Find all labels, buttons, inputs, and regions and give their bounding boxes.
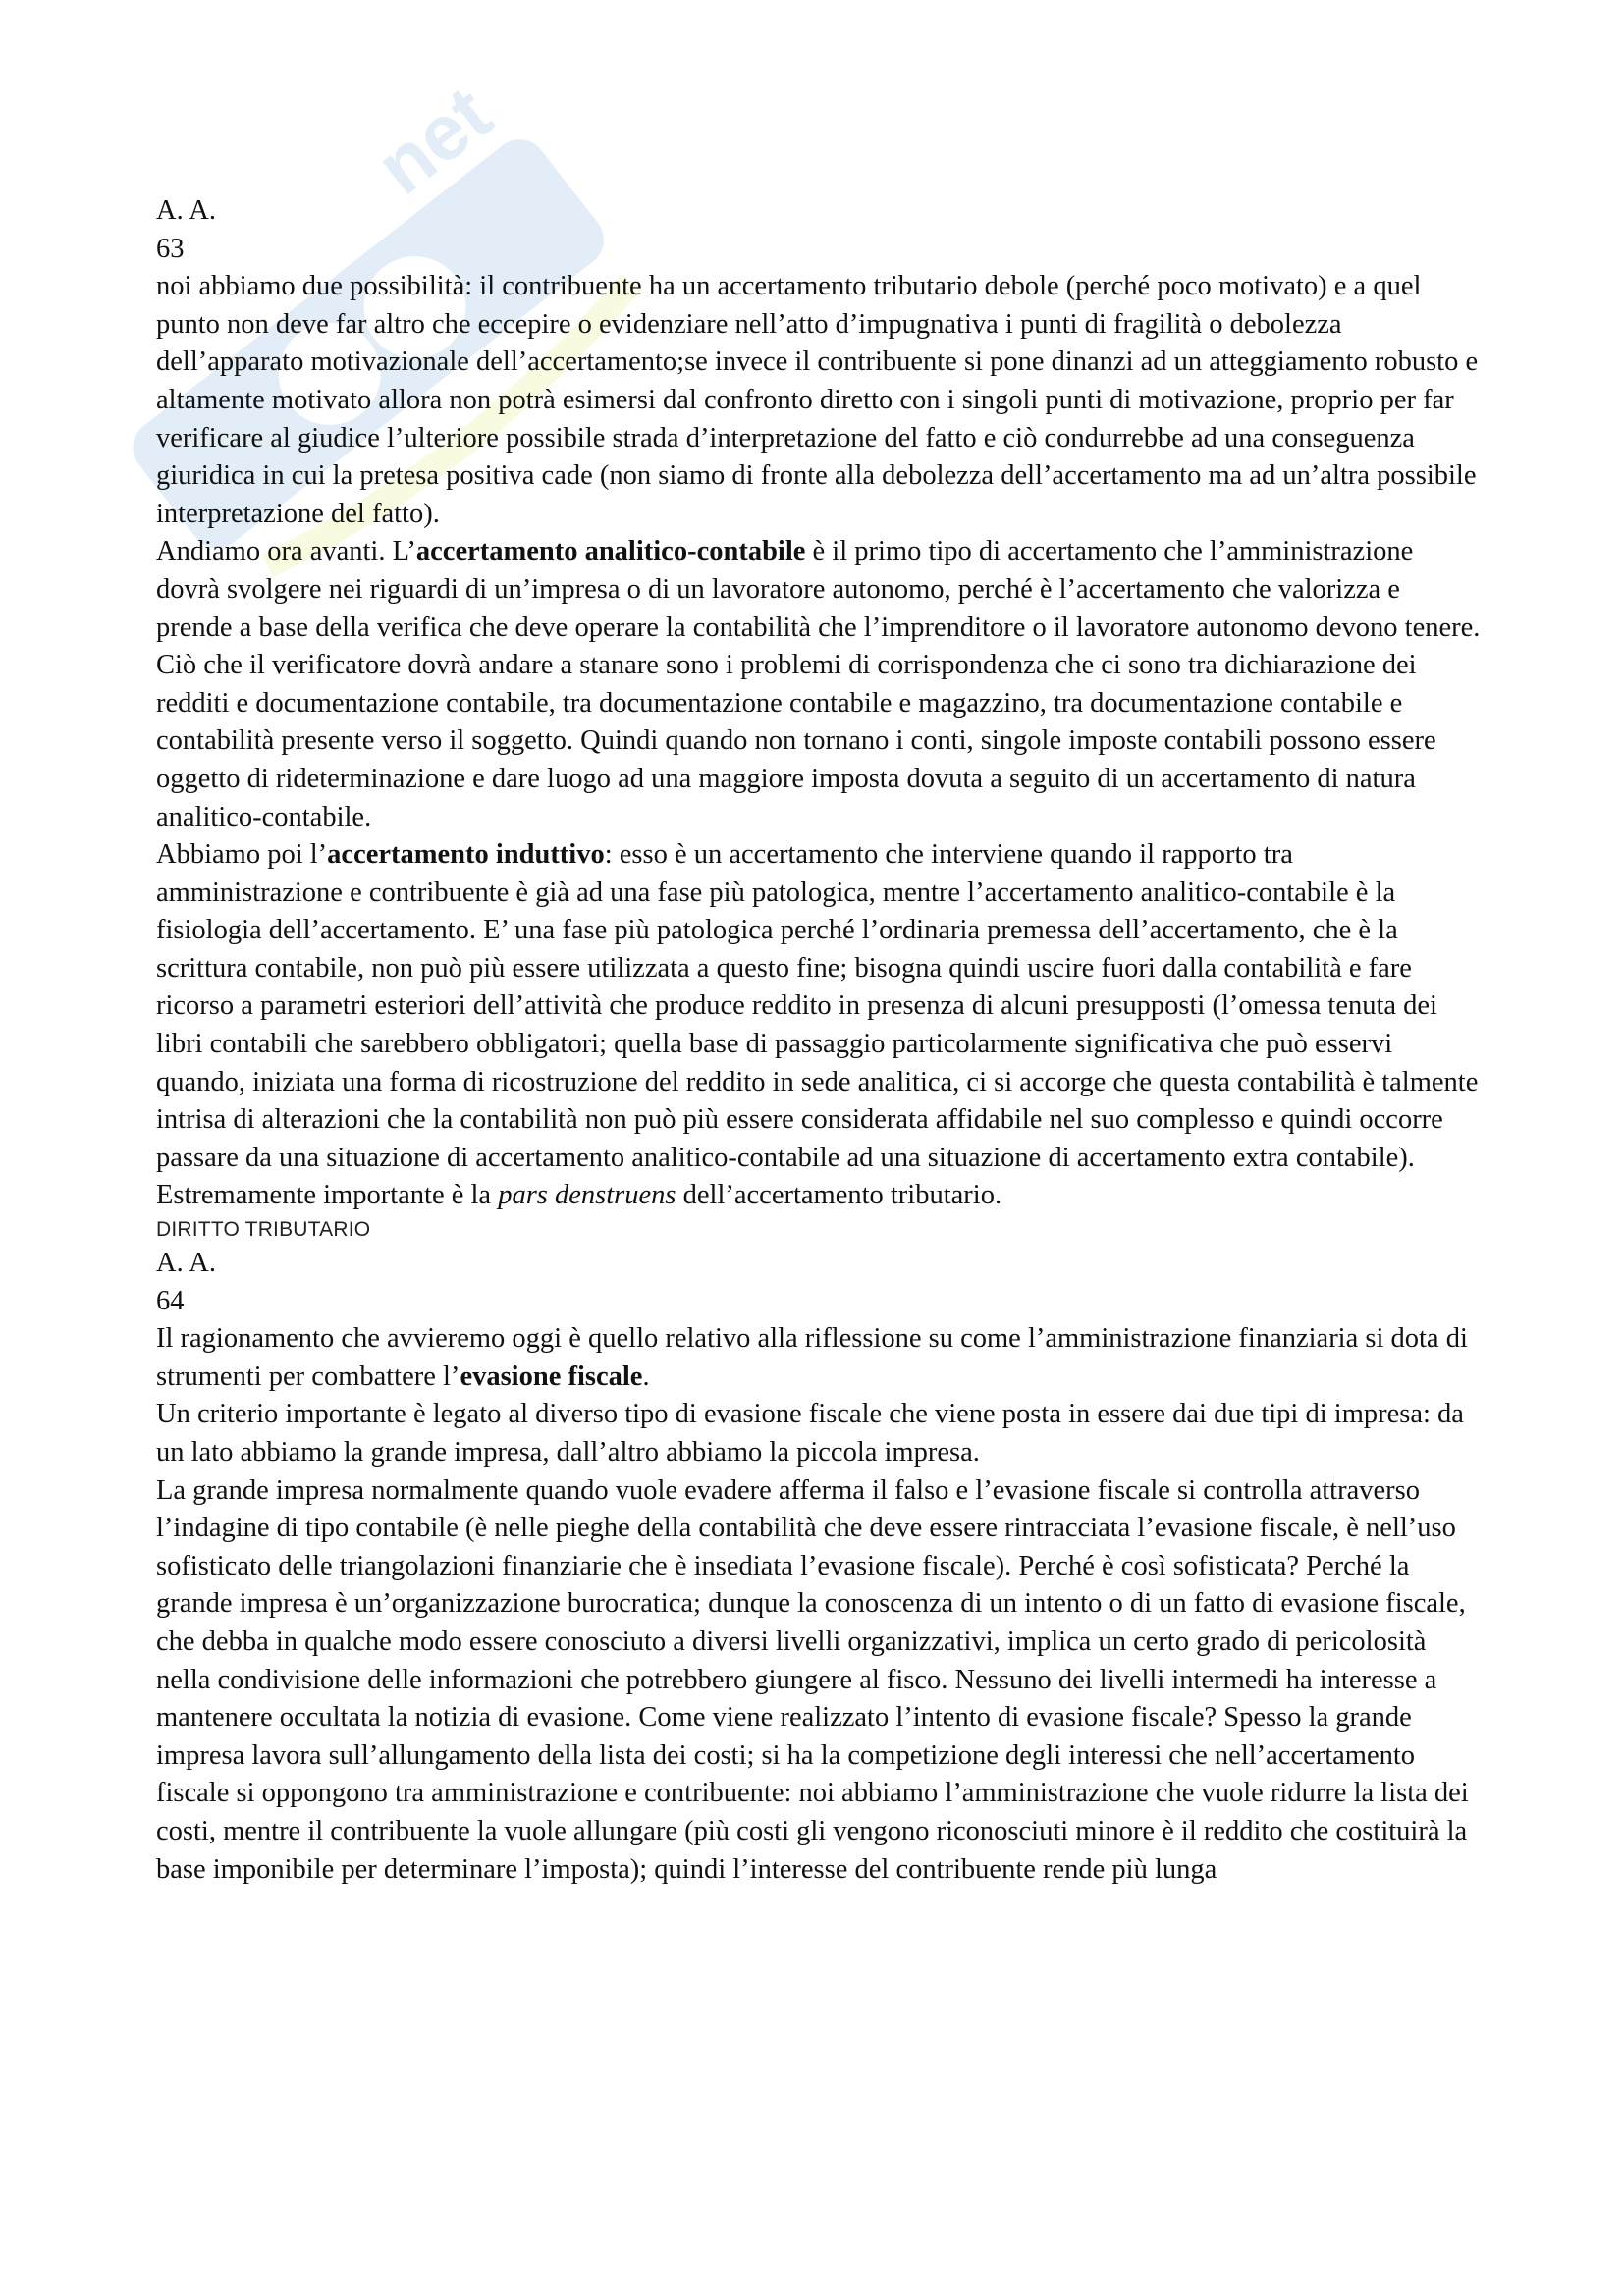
author-initials: A. A.: [156, 195, 216, 226]
paragraph-induttivo: [156, 836, 1482, 1177]
paragraph: noi abbiamo due possibilità: il contribuente ha un accertamento tributario debole (perché poco motivato) e a quel punto non deve far altro che eccepire o evidenziare nell’atto d’impugnativa i punti di fragilità o debolezza dell’apparato motivazionale dell’accertamento;se invece il contribuente si pone dinanzi ad un atteggiamento robusto e altamente motivato allora non potrà esimersi dal confronto diretto con i singoli punti di motivazione, proprio per far verificare al giudice l’ulteriore possibile strada d’interpretazione del fatto e ciò condurrebbe ad una conseguenza giuridica in cui la pretesa positiva cade (non siamo di fronte alla debolezza dell’accertamento ma ad un’altra possibile interpretazione del fatto).: [156, 271, 1479, 529]
paragraph: Un criterio importante è legato al diverso tipo di evasione fiscale che viene posta in essere dai due tipi di impresa: da un lato abbiamo la grande impresa, dall’altro abbiamo la piccola impresa.: [156, 1399, 1464, 1468]
bold-term: accertamento analitico-contabile: [415, 536, 806, 567]
text-run: Andiamo ora avanti. L’: [156, 536, 416, 567]
italic-term: pars denstruens: [498, 1180, 676, 1211]
text-run: è il primo tipo di accertamento che l’amministrazione dovrà svolgere nei riguardi di un’impresa o di un lavoratore autonomo, perché è l’accertamento che valorizza e prende a base della verifica che deve operare la contabilità che l’imprenditore o il lavoratore autonomo devono tenere. Ciò che il verificatore dovrà andare a stanare sono i problemi di corrispondenza che ci sono tra dichiarazione dei redditi e documentazione contabile, tra documentazione contabile e magazzino, tra documentazione contabile e contabilità presente verso il soggetto. Quindi quando non tornano i conti, singole imposte contabili possono essere oggetto di rideterminazione e dare luogo ad una maggiore imposta dovuta a seguito di un accertamento di natura analitico-contabile.: [156, 536, 1481, 832]
page-number: 64: [156, 1285, 185, 1316]
course-title: DIRITTO TRIBUTARIO: [156, 1218, 371, 1242]
bold-term: accertamento induttivo: [327, 839, 605, 871]
paragraph: La grande impresa normalmente quando vuole evadere afferma il falso e l’evasione fiscale si controlla attraverso l’indagine di tipo contabile (è nelle pieghe della contabilità che deve essere rintracciata l’evasione fiscale, è nell’uso sofisticato delle triangolazioni finanziarie che è insediata l’evasione fiscale). Perché è così sofisticata? Perché la grande impresa è un’organizzazione burocratica; dunque la conoscenza di un intento o di un fatto di evasione fiscale, che debba in qualche modo essere conosciuto a diversi livelli organizzativi, implica un certo grado di pericolosità nella condivisione delle informazioni che potrebbero giungere al fisco. Nessuno dei livelli intermedi ha interesse a mantenere occultata la notizia di evasione. Come viene realizzato l’intento di evasione fiscale? Spesso la grande impresa lavora sull’allungamento della lista dei costi; si ha la competizione degli interessi che nell’accertamento fiscale si oppongono tra amministrazione e contribuente: noi abbiamo l’amministrazione che vuole ridurre la lista dei costi, mentre il contribuente la vuole allungare (più costi gli vengono riconosciuti minore è il reddito che costituirà la base imponibile per determinare l’imposta); quindi l’interesse del contribuente rende più lunga: [156, 1474, 1469, 1885]
document-page: [156, 192, 1482, 1889]
text-run: : esso è un accertamento che interviene quando il rapporto tra amministrazione e contribuente è già ad una fase più patologica, mentre l’accertamento analitico-contabile è la fisiologia dell’accertamento. E’ una fase più patologica perché l’ordinaria premessa dell’accertamento, che è la scrittura contabile, non può più essere utilizzata a questo fine; bisogna quindi uscire fuori dalla contabilità e fare ricorso a parametri esteriori dell’attività che produce reddito in presenza di alcuni presupposti (l’omessa tenuta dei libri contabili che sarebbero obbligatori; quella base di passaggio particolarmente significativa che può esservi quando, iniziata una forma di ricostruzione del reddito in sede analitica, ci si accorge che questa contabilità è talmente intrisa di alterazioni che la contabilità non può più essere considerata affidabile nel suo complesso e quindi occorre passare da una situazione di accertamento analitico-contabile ad una situazione di accertamento extra contabile).: [156, 839, 1479, 1173]
text-run: .: [642, 1361, 650, 1392]
text-run: Il ragionamento che avvieremo oggi è quello relativo alla riflessione su come l’amministrazione finanziaria si dota di strumenti per combattere l’: [156, 1323, 1468, 1392]
text-run: dell’accertamento tributario.: [676, 1180, 1002, 1211]
watermark-brand-text: net: [359, 69, 508, 211]
bold-term: evasione fiscale: [460, 1361, 643, 1392]
text-run: Estremamente importante è la: [156, 1180, 499, 1211]
paragraph-evasione-fiscale: [156, 1320, 1482, 1396]
page-number: 63: [156, 233, 185, 264]
paragraph-pars-destruens: [156, 1177, 1482, 1215]
text-run: Abbiamo poi l’: [156, 839, 328, 871]
paragraph-analitico-contabile: [156, 533, 1482, 836]
author-initials: A. A.: [156, 1248, 216, 1279]
